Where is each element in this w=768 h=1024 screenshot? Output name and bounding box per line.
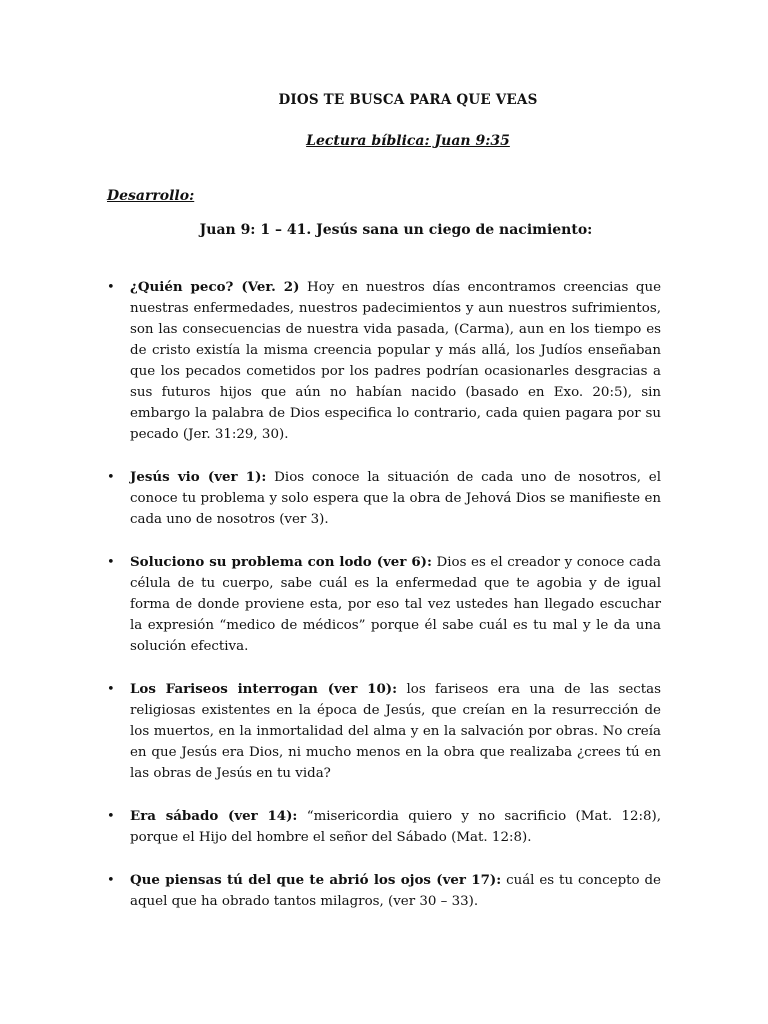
bullet-icon: •: [107, 470, 115, 485]
bullet-text: Hoy en nuestros días encontramos creencias que nuestras enfermedades, nuestros padecimientos y aun nuestros sufrimientos, son las consecuencias de nuestra vida pasada, (Carma), aun en los tiempo es de cristo existía la misma creencia popular y más allá, los Judíos enseñaban que los pecados cometidos por los padres podrían ocasionarles desgracias a sus futuros hijos que aún no habían nacido (basado en Exo. 20:5), sin embargo la palabra de Dios especifica lo contrario, cada quien pagara por su pecado (Jer. 31:29, 30).: [130, 280, 661, 442]
bullet-icon: •: [107, 682, 115, 697]
bullet-item-quien-peco: [107, 277, 661, 445]
bullet-item-fariseos: [107, 679, 661, 784]
bullet-text: cuál es tu concepto de aquel que ha obrado tantos milagros, (ver 30 – 33).: [130, 873, 661, 909]
bullet-heading: ¿Quién peco? (Ver. 2): [130, 279, 300, 295]
bullet-text: “misericordia quiero y no sacrificio (Mat. 12:8), porque el Hijo del hombre el señor del Sábado (Mat. 12:8).: [130, 809, 661, 845]
bullet-item-soluciono: [107, 552, 661, 657]
bullet-item-sabado: [107, 806, 661, 848]
bullet-text: los fariseos era una de las sectas religiosas existentes en la época de Jesús, que creían en la resurrección de los muertos, en la inmortalidad del alma y en la salvación por obras. No creía en que Jesús era Dios, ni mucho menos en la obra que realizaba ¿crees tú en las obras de Jesús en tu vida?: [130, 682, 662, 781]
bullet-heading: Era sábado (ver 14):: [130, 808, 298, 824]
bullet-list: [107, 277, 661, 934]
bullet-text: Dios es el creador y conoce cada célula de tu cuerpo, sabe cuál es la enfermedad que te agobia y de igual forma de donde proviene esta, por eso tal vez ustedes han llegado escuchar la expresión “medico de médicos” porque él sabe cuál es tu mal y le da una solución efectiva.: [130, 555, 662, 654]
bullet-item-jesus-vio: [107, 467, 661, 530]
bullet-text: Dios conoce la situación de cada uno de nosotros, el conoce tu problema y solo espera que la obra de Jehová Dios se manifieste en cada uno de nosotros (ver 3).: [130, 470, 661, 527]
bullet-icon: •: [107, 809, 115, 824]
bullet-heading: Soluciono su problema con lodo (ver 6):: [130, 554, 432, 570]
bullet-icon: •: [107, 873, 115, 888]
bullet-icon: •: [107, 555, 115, 570]
reading-reference: Lectura bíblica: Juan 9:35: [306, 133, 510, 149]
bullet-heading: Los Fariseos interrogan (ver 10):: [130, 681, 398, 697]
bullet-icon: •: [107, 280, 115, 295]
document-title: DIOS TE BUSCA PARA QUE VEAS: [278, 92, 538, 108]
bullet-item-que-piensas: [107, 870, 661, 912]
section-label: Desarrollo:: [107, 188, 195, 204]
bullet-heading: Jesús vio (ver 1):: [130, 469, 267, 485]
passage-heading: Juan 9: 1 – 41. Jesús sana un ciego de nacimiento:: [199, 222, 593, 238]
bullet-heading: Que piensas tú del que te abrió los ojos (ver 17):: [130, 872, 502, 888]
